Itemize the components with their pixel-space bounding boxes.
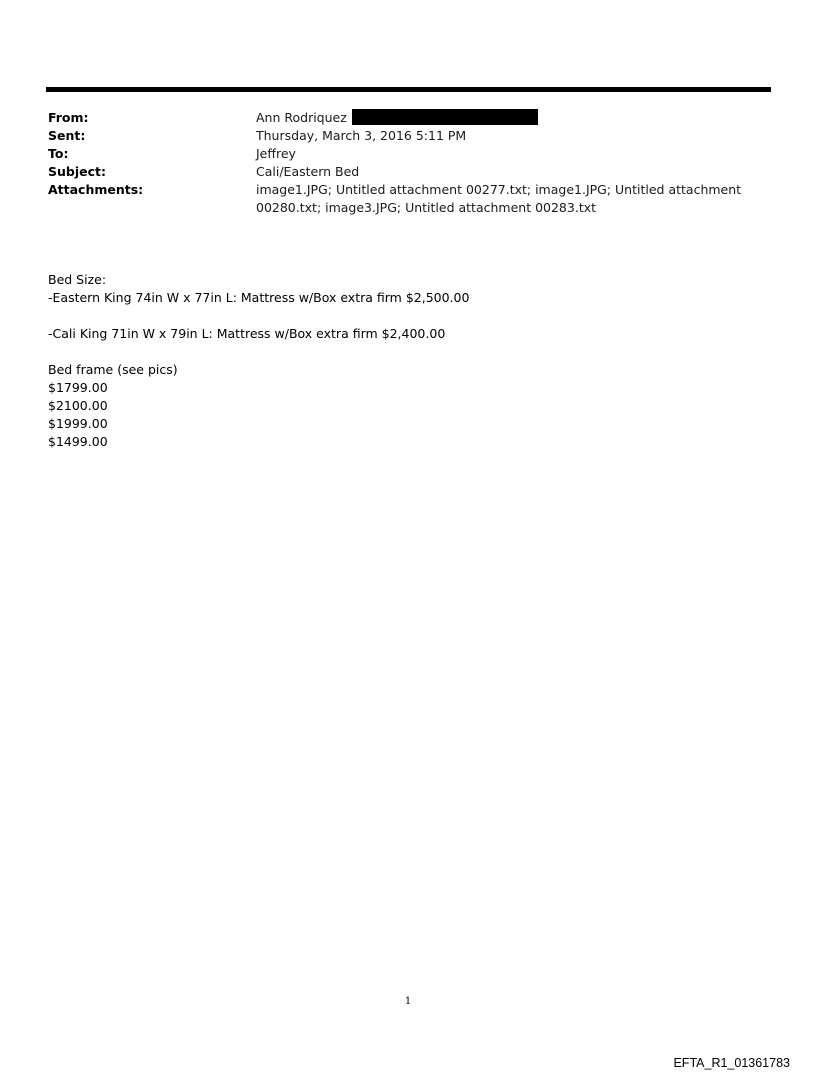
attachments-line-1: image1.JPG; Untitled attachment 00277.txt; image1.JPG; Untitled attachment: [256, 182, 742, 197]
from-value: Ann Rodriquez: [256, 110, 347, 125]
email-header: [48, 109, 768, 217]
email-body: [48, 271, 768, 451]
attachments-row: [48, 181, 768, 217]
cali-king-line: -Cali King 71in W x 79in L: Mattress w/Box extra firm $2,400.00: [48, 326, 446, 341]
bed-frame-heading: Bed frame (see pics): [48, 362, 178, 377]
paragraph-gap: [48, 307, 768, 325]
price-line: $2100.00: [48, 398, 108, 413]
eastern-king-line: -Eastern King 74in W x 77in L: Mattress w/Box extra firm $2,500.00: [48, 290, 470, 305]
from-row: [48, 109, 768, 127]
attachments-label: Attachments:: [48, 182, 144, 197]
attachments-value: [256, 181, 768, 217]
subject-value: Cali/Eastern Bed: [256, 164, 360, 179]
to-value: Jeffrey: [256, 146, 296, 161]
price-line: $1799.00: [48, 380, 108, 395]
sent-label: Sent:: [48, 128, 86, 143]
to-label: To:: [48, 146, 69, 161]
redaction-box: [352, 109, 538, 125]
sent-row: [48, 127, 768, 145]
to-row: [48, 145, 768, 163]
bates-number: EFTA_R1_01361783: [673, 1056, 790, 1070]
price-line: $1499.00: [48, 434, 108, 449]
paragraph-gap: [48, 343, 768, 361]
bed-size-heading: Bed Size:: [48, 272, 107, 287]
page-number: 1: [404, 996, 412, 1007]
from-value-container: [256, 109, 768, 127]
sent-value: Thursday, March 3, 2016 5:11 PM: [256, 128, 467, 143]
header-divider-rule: [46, 87, 771, 92]
attachments-line-2: 00280.txt; image3.JPG; Untitled attachment 00283.txt: [256, 200, 597, 215]
subject-label: Subject:: [48, 164, 106, 179]
price-line: $1999.00: [48, 416, 108, 431]
subject-row: [48, 163, 768, 181]
from-label: From:: [48, 110, 89, 125]
